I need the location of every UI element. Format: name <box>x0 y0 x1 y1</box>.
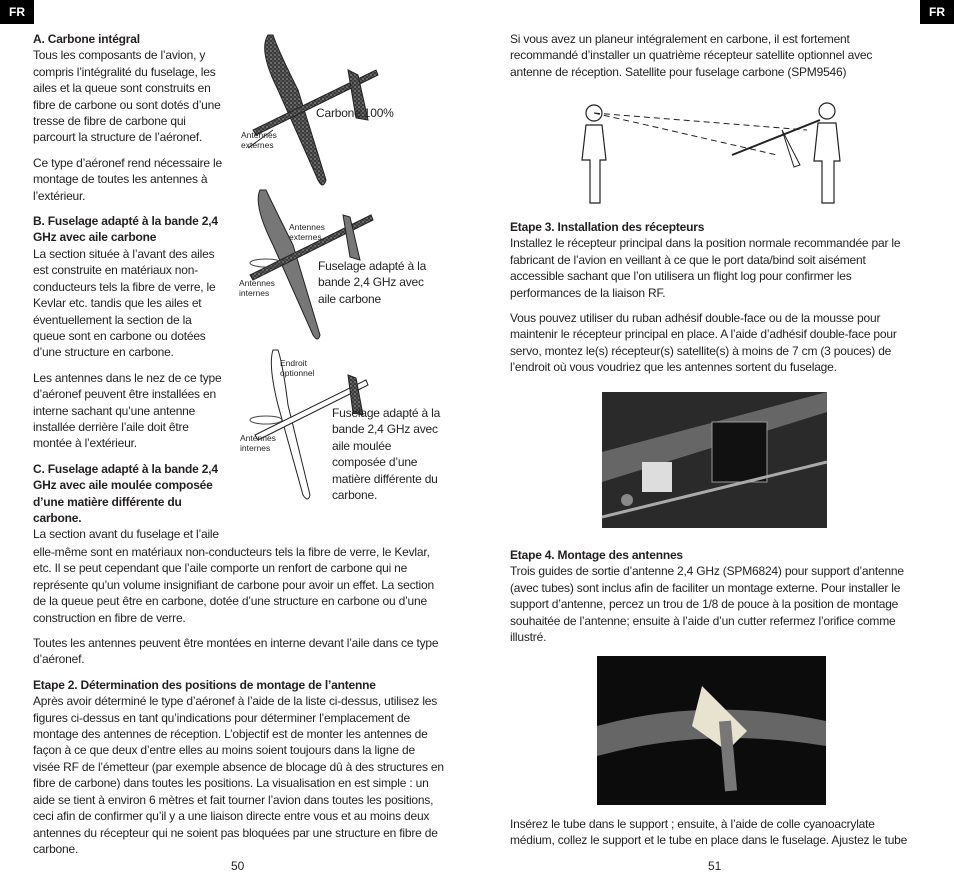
step4-body-2: Insérez le tube dans le support ; ensuite, à l’aide de colle cyanoacrylate médium, collez le support et le tube en place dans le fuselage. Ajustez le tube <box>510 817 908 848</box>
section-c-body-2: Toutes les antennes peuvent être montées en interne devant l’aile dans ce type d’aéronef. <box>33 636 439 667</box>
language-tag-right: FR <box>920 0 954 24</box>
language-tag-left: FR <box>0 0 34 24</box>
figure-3-label-internal: Antennes internes <box>240 433 276 453</box>
figure-2-label-internal: Antennes internes <box>239 278 275 298</box>
section-c-body-b: elle-même sont en matériaux non-conducteurs tels la fibre de verre, le Kevlar, etc. Il se peut cependant que l’aile comporte un renfort de carbone qui ne représente qu’un volume insignifiant de carbone pour avoir un effet. La section de la queue peut être en carbone, dotée d’une structure en carbone ou d’une construction en fibre de verre. <box>33 545 434 625</box>
step4-continued <box>510 816 920 849</box>
figure-2-caption: Fuselage adapté à la bande 2,4 GHz avec aile carbone <box>318 259 427 306</box>
section-b-body: La section située à l’avant des ailes est construite en matériaux non-conducteurs tels la fibre de verre, le Kevlar etc. tandis que les ailes et éventuellement la section de la queue sont en carbone ou dotées d’une structure en carbone. <box>33 246 216 360</box>
step3-title: Etape 3. Installation des récepteurs <box>510 220 705 234</box>
step3-body: Installez le récepteur principal dans la position normale recommandée par le fabricant de l’avion en veillant à ce que le port data/bind soit aisément accessible sachant que l’on utilisera un flight log pour confirmer les performances de la liaison RF. <box>510 236 901 300</box>
step4 <box>510 547 915 645</box>
figure-1-caption: Carbone 100% <box>316 106 394 120</box>
antenna-mount-photo <box>597 656 826 805</box>
step2-body: Après avoir déterminé le type d’aéronef à l’aide de la liste ci-dessus, utilisez les figures ci-dessus en tant qu’indications pour déterminer l’emplacement de montage des antennes de réception. L’objectif est de monter les antennes de façon à ce que deux d’entre elles au moins soient toujours dans la ligne de visée RF de l’émetteur (par exemple absence de blocage dû à des structures en fibre de carbone) dans toutes les positions. La visualisation en est simple : un aide se tient à environ 6 mètres et fait tourner l’avion dans toutes les positions, ceci afin de confirmer qu’il y a une liaison directe entre vous et au moins deux antennes du récepteur qui ne soient pas bloquées par une structure en fibre de carbone. <box>33 694 444 856</box>
section-b-title: B. Fuselage adapté à la bande 2,4 GHz avec aile carbone <box>33 214 218 245</box>
step4-title: Etape 4. Montage des antennes <box>510 548 683 562</box>
page-number-right: 51 <box>708 859 722 873</box>
section-b-body-2: Les antennes dans le nez de ce type d’aéronef peuvent être installées en interne sachant qu’une antenne installée derrière l’aile doit être montée à l’extérieur. <box>33 370 222 451</box>
step3-body-2: Vous pouvez utiliser du ruban adhésif double-face ou de la mousse pour maintenir le récepteur principal en place. A l’aide d’adhésif double-face pour servo, montez le(s) récepteur(s) satellite(s) à moins de 7 cm (3 pouces) de l’endroit où vous voudriez que les antennes sortent du fuselage. <box>510 311 897 375</box>
section-a-body: Tous les composants de l’avion, y compris l’intégralité du fuselage, les ailes et la queue sont construits en fibre de carbone ou sont dotés d’une tresse de fibre de carbone qui parcourt la structure de l’aéronef. <box>33 48 221 145</box>
receiver-photo <box>602 392 827 528</box>
section-a <box>33 31 225 543</box>
line-of-sight-figure <box>572 95 862 210</box>
intro <box>510 31 915 80</box>
figure-3-label-optional: Endroit optionnel <box>280 358 315 378</box>
section-a-body-2: Ce type d’aéronef rend nécessaire le montage de toutes les antennes à l’extérieur. <box>33 155 222 203</box>
figure-1-label: Antennes externes <box>241 130 277 150</box>
step4-body: Trois guides de sortie d’antenne 2,4 GHz (SPM6824) pour support d’antenne (avec tubes) sont inclus afin de faciliter un montage externe. Pour installer le support d’antenne, percez un trou de 1/8 de pouce à la position de montage souhaitée de l’antenne; ensuite à l’aide d’un cutter refermez l’orifice comme illustré. <box>510 564 904 645</box>
figure-2-label-external: Antennes externes <box>289 222 325 242</box>
page-number-left: 50 <box>231 859 245 873</box>
step3 <box>510 219 915 376</box>
section-c-continued <box>33 544 445 857</box>
figure-3-caption: Fuselage adapté à la bande 2,4 GHz avec aile moulée composée d’une matière différente du carbone. <box>332 406 441 503</box>
step2-title: Etape 2. Détermination des positions de montage de l’antenne <box>33 677 376 692</box>
intro-body: Si vous avez un planeur intégralement en carbone, il est fortement recommandé d’installer un quatrième récepteur satellite optionnel avec antenne de réception. Satellite pour fuselage carbone (SPM9546) <box>510 32 873 79</box>
section-c-title: C. Fuselage adapté à la bande 2,4 GHz avec aile moulée composée d’une matière différente du carbone. <box>33 461 218 525</box>
section-a-title: A. Carbone intégral <box>33 32 140 46</box>
section-c-body-a: La section avant du fuselage et l’aile <box>33 527 219 542</box>
